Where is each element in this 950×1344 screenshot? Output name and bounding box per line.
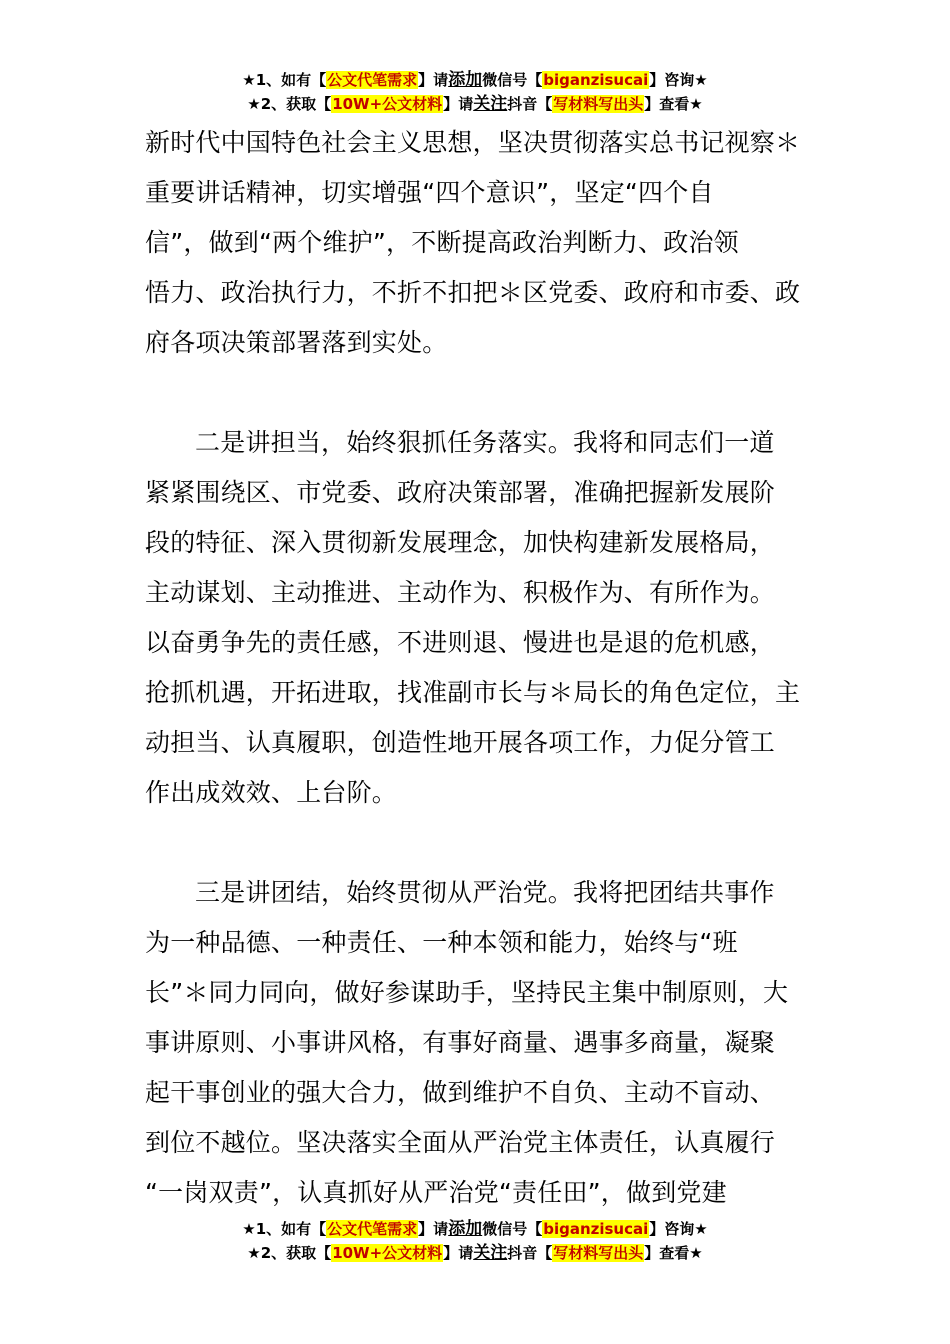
text-line: 新时代中国特色社会主义思想，坚决贯彻落实总书记视察＊ xyxy=(145,128,801,157)
header-line-1-text: 微信号【 xyxy=(482,71,543,89)
header-banner xyxy=(0,68,950,116)
header-line-1 xyxy=(0,68,950,92)
text-line: 以奋勇争先的责任感，不进则退、慢进也是退的危机感， xyxy=(145,628,776,657)
footer-line-2-text: 】查看★ xyxy=(644,1244,703,1262)
text-line: 事讲原则、小事讲风格，有事好商量、遇事多商量，凝聚 xyxy=(145,1028,776,1057)
footer-line-1-text: 】咨询★ xyxy=(649,1220,708,1238)
text-line: 主动谋划、主动推进、主动作为、积极作为、有所作为。 xyxy=(145,578,776,607)
text-line: 信”，做到“两个维护”，不断提高政治判断力、政治领 xyxy=(145,228,739,257)
footer-banner xyxy=(0,1217,950,1265)
paragraph-1 xyxy=(145,118,807,368)
footer-line-2-text: 抖音【 xyxy=(507,1244,553,1262)
footer-highlight-douyin: 写材料写出头 xyxy=(553,1244,644,1262)
text-line: 紧紧围绕区、市党委、政府决策部署，准确把握新发展阶 xyxy=(145,478,776,507)
text-line: “一岗双责”，认真抓好从严治党“责任田”，做到党建 xyxy=(145,1178,727,1207)
header-highlight-wechat-id: biganzisucai xyxy=(543,71,649,89)
header-line-2-text: 】请 xyxy=(443,95,474,113)
footer-underlined-word: 添加 xyxy=(448,1219,483,1239)
text-line: 作出成效效、上台阶。 xyxy=(145,778,398,807)
header-line-2-text: 】查看★ xyxy=(644,95,703,113)
footer-line-1-text: 微信号【 xyxy=(482,1220,543,1238)
text-line: 二是讲担当，始终狠抓任务落实。我将和同志们一道 xyxy=(195,428,775,457)
text-line: 府各项决策部署落到实处。 xyxy=(145,328,448,357)
text-line: 到位不越位。坚决落实全面从严治党主体责任，认真履行 xyxy=(145,1128,776,1157)
document-body xyxy=(145,118,807,1218)
header-line-1-text: ★1、如有【 xyxy=(242,71,327,89)
footer-line-2-text: ★2、获取【 xyxy=(247,1244,332,1262)
footer-line-1-text: ★1、如有【 xyxy=(242,1220,327,1238)
header-highlight-materials: 10W+公文材料 xyxy=(332,95,443,113)
footer-line-2-text: 】请 xyxy=(443,1244,474,1262)
text-line: 悟力、政治执行力，不折不扣把＊区党委、政府和市委、政 xyxy=(145,278,801,307)
header-line-1-text: 】请 xyxy=(418,71,449,89)
footer-highlight-materials: 10W+公文材料 xyxy=(332,1244,443,1262)
footer-highlight-wechat-id: biganzisucai xyxy=(543,1220,649,1238)
text-line: 抢抓机遇，开拓进取，找准副市长与＊局长的角色定位，主 xyxy=(145,678,801,707)
text-line: 为一种品德、一种责任、一种本领和能力，始终与“班 xyxy=(145,928,738,957)
text-line: 起干事创业的强大合力，做到维护不自负、主动不盲动、 xyxy=(145,1078,776,1107)
text-line: 重要讲话精神，切实增强“四个意识”，坚定“四个自 xyxy=(145,178,714,207)
footer-line-1-text: 】请 xyxy=(418,1220,449,1238)
footer-underlined-word: 关注 xyxy=(473,1243,508,1263)
footer-line-2 xyxy=(0,1241,950,1265)
footer-line-1 xyxy=(0,1217,950,1241)
text-line: 长”＊同力同向，做好参谋助手，坚持民主集中制原则，大 xyxy=(145,978,789,1007)
header-line-2 xyxy=(0,92,950,116)
header-line-2-text: 抖音【 xyxy=(507,95,553,113)
paragraph-3 xyxy=(145,868,807,1218)
paragraph-2 xyxy=(145,418,807,818)
text-line: 段的特征、深入贯彻新发展理念，加快构建新发展格局， xyxy=(145,528,776,557)
header-underlined-word: 添加 xyxy=(448,70,483,90)
header-line-1-text: 】咨询★ xyxy=(649,71,708,89)
text-line: 动担当、认真履职，创造性地开展各项工作，力促分管工 xyxy=(145,728,776,757)
header-highlight-service: 公文代笔需求 xyxy=(327,71,418,89)
header-line-2-text: ★2、获取【 xyxy=(247,95,332,113)
header-underlined-word: 关注 xyxy=(473,94,508,114)
header-highlight-douyin: 写材料写出头 xyxy=(553,95,644,113)
text-line: 三是讲团结，始终贯彻从严治党。我将把团结共事作 xyxy=(195,878,775,907)
footer-highlight-service: 公文代笔需求 xyxy=(327,1220,418,1238)
